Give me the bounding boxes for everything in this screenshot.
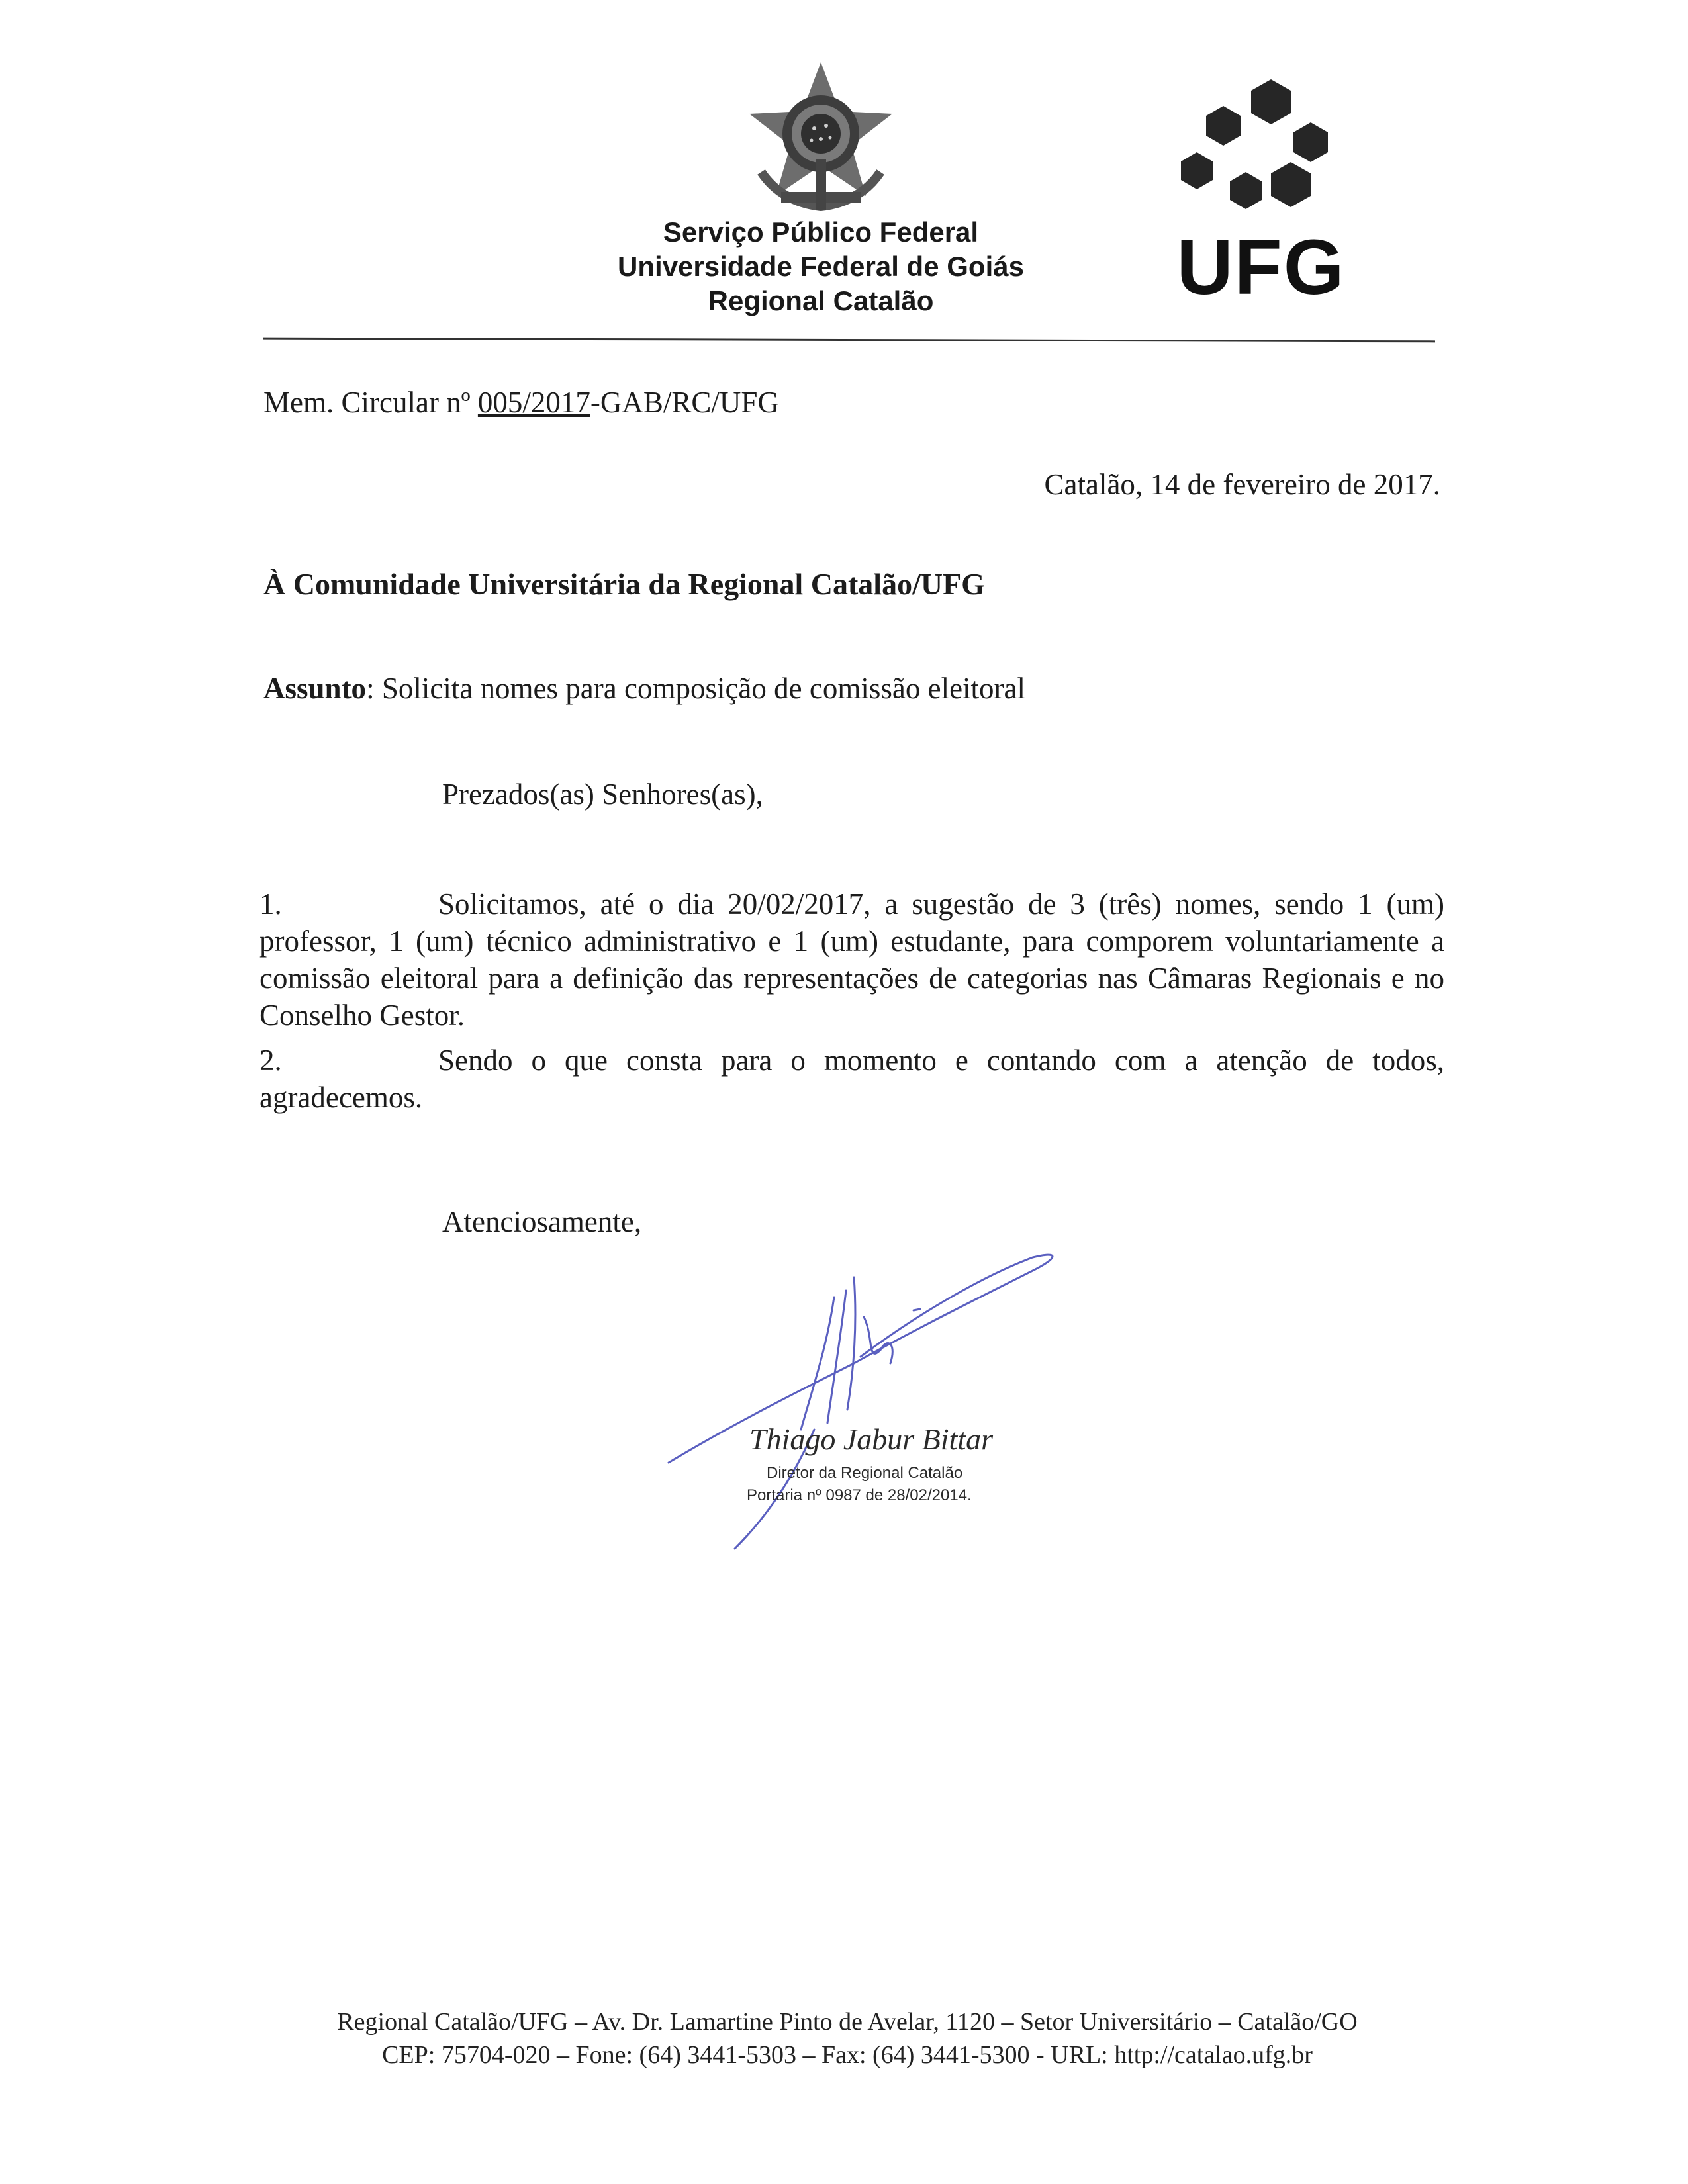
paragraph-number: 2. bbox=[259, 1044, 282, 1077]
header-divider bbox=[263, 338, 1435, 343]
paragraph-1 bbox=[259, 886, 1444, 1034]
footer-line-contact: CEP: 75704-020 – Fone: (64) 3441-5303 – Fax: (64) 3441-5300 - URL: http://catalao.ufg.br bbox=[382, 2041, 1313, 2069]
header-line-service: Serviço Público Federal bbox=[663, 216, 979, 248]
closing: Atenciosamente, bbox=[442, 1205, 642, 1238]
signatory-name: Thiago Jabur Bittar bbox=[749, 1422, 994, 1456]
subject-line bbox=[263, 670, 1025, 707]
footer-line-address: Regional Catalão/UFG – Av. Dr. Lamartine Pinto de Avelar, 1120 – Setor Universitário – Catalão/GO bbox=[337, 2008, 1358, 2036]
footer-address bbox=[252, 2005, 1443, 2071]
paragraph-number: 1. bbox=[259, 887, 282, 921]
header-line-regional: Regional Catalão bbox=[708, 285, 934, 316]
paragraph-text: Solicitamos, até o dia 20/02/2017, a sugestão de 3 (três) nomes, sendo 1 (um) professor, 1 (um) técnico administrativo e 1 (um) estudante, para comporem voluntariamente a comissão eleitoral para a definição das representações de categorias nas Câmaras Regionais e no Conselho Gestor. bbox=[259, 887, 1444, 1032]
subject-text: : Solicita nomes para composição de comissão eleitoral bbox=[366, 672, 1026, 705]
paragraph-text: Sendo o que consta para o momento e contando com a atenção de todos, agradecemos. bbox=[259, 1044, 1444, 1114]
institution-header bbox=[569, 215, 1072, 318]
paragraph-2 bbox=[259, 1042, 1444, 1116]
handwritten-signature bbox=[635, 1231, 1112, 1575]
subject-label: Assunto bbox=[263, 672, 367, 705]
memo-date: Catalão, 14 de fevereiro de 2017. bbox=[1044, 468, 1440, 501]
memo-reference: Mem. Circular nº 005/2017-GAB/RC/UFG bbox=[263, 386, 779, 419]
ufg-logo-icon bbox=[1178, 76, 1357, 228]
header-line-university: Universidade Federal de Goiás bbox=[618, 251, 1024, 282]
memo-number: 005/2017 bbox=[477, 386, 590, 419]
signatory-role: Diretor da Regional Catalão bbox=[767, 1464, 963, 1482]
recipient-line: À Comunidade Universitária da Regional Catalão/UFG bbox=[263, 567, 985, 601]
signatory-portaria: Portaria nº 0987 de 28/02/2014. bbox=[747, 1486, 972, 1504]
coat-of-arms-emblem bbox=[741, 60, 900, 218]
salutation: Prezados(as) Senhores(as), bbox=[442, 778, 763, 811]
ufg-logo-wordmark: UFG bbox=[1176, 224, 1346, 311]
